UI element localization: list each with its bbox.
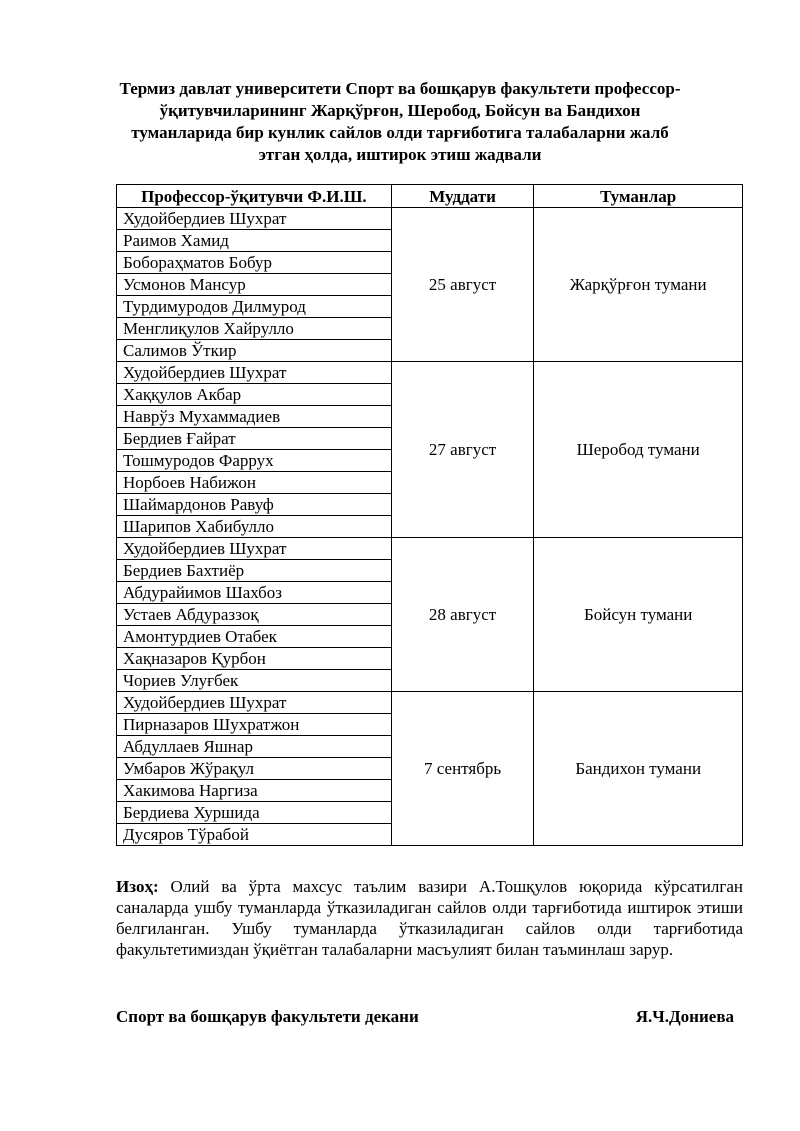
teacher-name-cell: Бобораҳматов Бобур xyxy=(117,252,392,274)
table-row xyxy=(117,208,743,230)
signature-name: Я.Ч.Дониева xyxy=(635,1007,734,1026)
teacher-name-cell: Худойбердиев Шухрат xyxy=(117,208,392,230)
teacher-name-cell: Менглиқулов Хайрулло xyxy=(117,318,392,340)
teacher-name-cell: Хаққулов Акбар xyxy=(117,384,392,406)
district-cell: Жарқўрғон тумани xyxy=(534,208,743,362)
header-name: Профессор-ўқитувчи Ф.И.Ш. xyxy=(117,185,392,208)
teacher-name-cell: Норбоев Набижон xyxy=(117,472,392,494)
teacher-name-cell: Наврўз Мухаммадиев xyxy=(117,406,392,428)
date-cell: 25 август xyxy=(391,208,534,362)
teacher-name-cell: Турдимуродов Дилмурод xyxy=(117,296,392,318)
note-paragraph xyxy=(116,876,743,960)
district-cell: Бандихон тумани xyxy=(534,692,743,846)
table-row xyxy=(117,362,743,384)
signature-position: Спорт ва бошқарув факультети декани xyxy=(116,1007,419,1026)
table-row xyxy=(117,692,743,714)
date-cell: 27 август xyxy=(391,362,534,538)
document-title xyxy=(100,78,700,166)
title-line-2: ўқитувчиларининг Жарқўрғон, Шеробод, Бойсун ва Бандихон xyxy=(159,101,641,120)
title-line-3: туманларида бир кунлик сайлов олди тарғиботига талабаларни жалб xyxy=(131,123,669,142)
schedule-body xyxy=(117,208,743,846)
teacher-name-cell: Пирназаров Шухратжон xyxy=(117,714,392,736)
note-line: Олий ва ўрта махсус таълим вазири А.Тошқулов юқорида кўрсатилган xyxy=(170,877,744,896)
teacher-name-cell: Дусяров Тўрабой xyxy=(117,824,392,846)
table-row xyxy=(117,538,743,560)
teacher-name-cell: Худойбердиев Шухрат xyxy=(117,538,392,560)
teacher-name-cell: Абдуллаев Яшнар xyxy=(117,736,392,758)
schedule-table xyxy=(116,184,743,846)
teacher-name-cell: Чориев Улуғбек xyxy=(117,670,392,692)
teacher-name-cell: Усмонов Мансур xyxy=(117,274,392,296)
teacher-name-cell: Салимов Ўткир xyxy=(117,340,392,362)
teacher-name-cell: Абдурайимов Шахбоз xyxy=(117,582,392,604)
teacher-name-cell: Худойбердиев Шухрат xyxy=(117,692,392,714)
header-date: Муддати xyxy=(391,185,534,208)
teacher-name-cell: Амонтурдиев Отабек xyxy=(117,626,392,648)
teacher-name-cell: Раимов Хамид xyxy=(117,230,392,252)
date-cell: 28 август xyxy=(391,538,534,692)
header-district: Туманлар xyxy=(534,185,743,208)
teacher-name-cell: Бердиева Хуршида xyxy=(117,802,392,824)
teacher-name-cell: Шарипов Хабибулло xyxy=(117,516,392,538)
teacher-name-cell: Умбаров Жўрақул xyxy=(117,758,392,780)
teacher-name-cell: Тошмуродов Фаррух xyxy=(117,450,392,472)
note-line: этиши белгиланган. Ушбу туманларда ўтказиладиган сайлов олди тарғиботида xyxy=(116,898,744,938)
note-label: Изоҳ: xyxy=(116,877,159,896)
district-cell: Шеробод тумани xyxy=(534,362,743,538)
table-header-row xyxy=(117,185,743,208)
note-line: факультетимиздан ўқиётган талабаларни масъулият билан таъминлаш зарур. xyxy=(116,940,674,959)
note-line: саналарда ушбу туманларда ўтказиладиган сайлов олди тарғиботида иштирок xyxy=(116,898,692,917)
title-line-4: этган ҳолда, иштирок этиш жадвали xyxy=(258,145,542,164)
district-cell: Бойсун тумани xyxy=(534,538,743,692)
teacher-name-cell: Хақназаров Қурбон xyxy=(117,648,392,670)
teacher-name-cell: Хакимова Наргиза xyxy=(117,780,392,802)
teacher-name-cell: Худойбердиев Шухрат xyxy=(117,362,392,384)
date-cell: 7 сентябрь xyxy=(391,692,534,846)
teacher-name-cell: Шаймардонов Равуф xyxy=(117,494,392,516)
teacher-name-cell: Бердиев Ғайрат xyxy=(117,428,392,450)
teacher-name-cell: Устаев Абдураззоқ xyxy=(117,604,392,626)
title-line-1: Термиз давлат университети Спорт ва бошқарув факультети профессор- xyxy=(119,79,681,98)
teacher-name-cell: Бердиев Бахтиёр xyxy=(117,560,392,582)
